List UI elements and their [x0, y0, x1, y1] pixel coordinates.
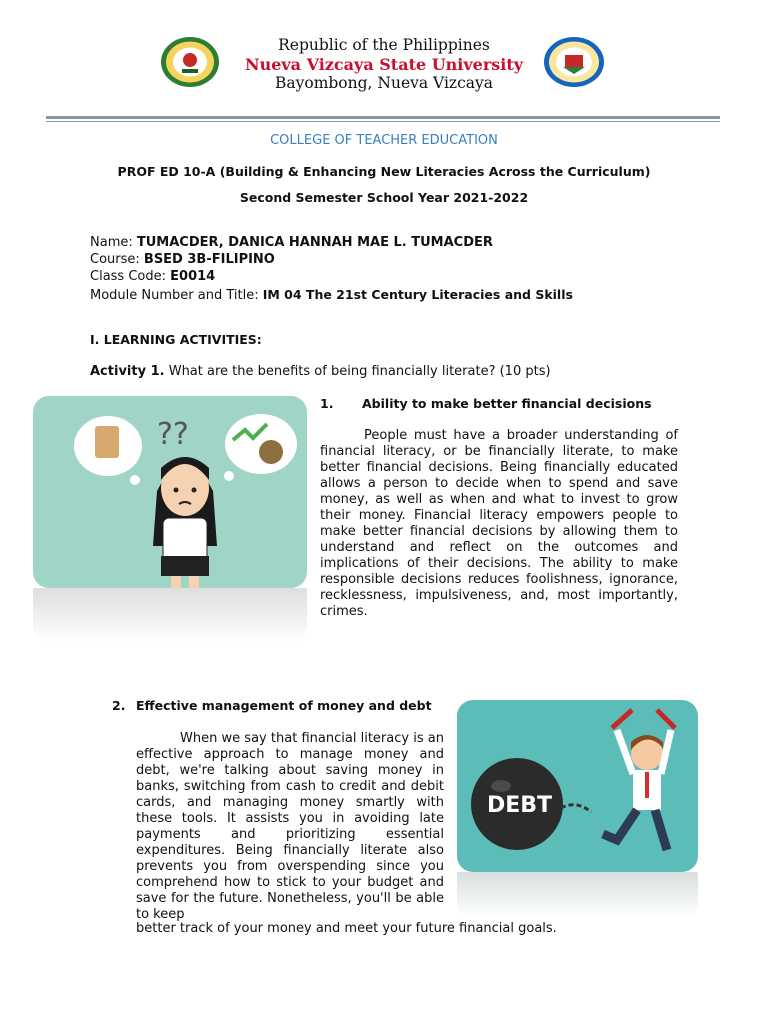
- item-2-body-end: better track of your money and meet your future financial goals.: [136, 921, 557, 936]
- student-course: BSED 3B-FILIPINO: [143, 252, 275, 267]
- university-location: Bayombong, Nueva Vizcaya: [274, 74, 494, 92]
- illustration-debt-ball: [457, 700, 698, 872]
- header-rule-thick: [46, 116, 720, 119]
- country-title: Republic of the Philippines: [278, 36, 490, 54]
- section-title: I. LEARNING ACTIVITIES:: [90, 332, 262, 347]
- illustration-reflection-1: [33, 588, 307, 642]
- student-name-line: Name: TUMACDER, DANICA HANNAH MAE L. TUMACDER: [90, 235, 493, 250]
- svg-text:??: ??: [157, 417, 189, 452]
- course-title: PROF ED 10-A (Building & Enhancing New Literacies Across the Curriculum): [117, 164, 651, 179]
- university-name: Nueva Vizcaya State University: [244, 55, 524, 74]
- class-code-line: Class Code: E0014: [90, 269, 216, 284]
- activity-line: [90, 364, 551, 379]
- item-2-heading: 2. Effective management of money and debt: [112, 698, 432, 713]
- item-1-body: People must have a broader understanding of financial literacy, or be financially literate, to make better financial decisions. Being financially educated allows a person to decide when to spend and save money, as well as when and what to invest to grow their money. Financial literacy empowers people to make better financial decisions by allowing them to understand and reflect on the outcomes and implications of their decisions. The ability to make responsible decisions reduces foolishness, ignorance, recklessness, impulsiveness, and, most importantly, crimes.: [320, 428, 678, 619]
- illustration-reflection-2: [457, 872, 698, 918]
- debt-label: DEBT: [487, 793, 553, 818]
- header-rule-thin: [46, 121, 720, 122]
- student-course-line: Course: BSED 3B-FILIPINO: [90, 252, 275, 267]
- module-title: IM 04 The 21st Century Literacies and Skills: [262, 287, 573, 302]
- item-2-body: When we say that financial literacy is an effective approach to manage money and debt, we're talking about saving money in banks, switching from cash to credit and debit cards, and managing money smartly with these tools. It assists you in avoiding late payments and prioritizing essential expenditures. Being financially literate also prevents you from overspending since you comprehend how to stick to your budget and save for the future. Nonetheless, you'll be able to keep: [136, 731, 444, 922]
- module-line: Module Number and Title: IM 04 The 21st Century Literacies and Skills: [90, 287, 573, 303]
- activity-question: What are the benefits of being financially literate? (10 pts): [164, 364, 551, 379]
- class-code: E0014: [170, 269, 216, 284]
- illustration-thinking-girl: [33, 396, 307, 588]
- college-name: COLLEGE OF TEACHER EDUCATION: [270, 133, 498, 148]
- student-name: TUMACDER, DANICA HANNAH MAE L. TUMACDER: [136, 235, 493, 250]
- semester: Second Semester School Year 2021-2022: [239, 190, 529, 205]
- activity-label: Activity 1.: [90, 364, 165, 379]
- item-1-heading: 1. Ability to make better financial decisions: [320, 396, 652, 411]
